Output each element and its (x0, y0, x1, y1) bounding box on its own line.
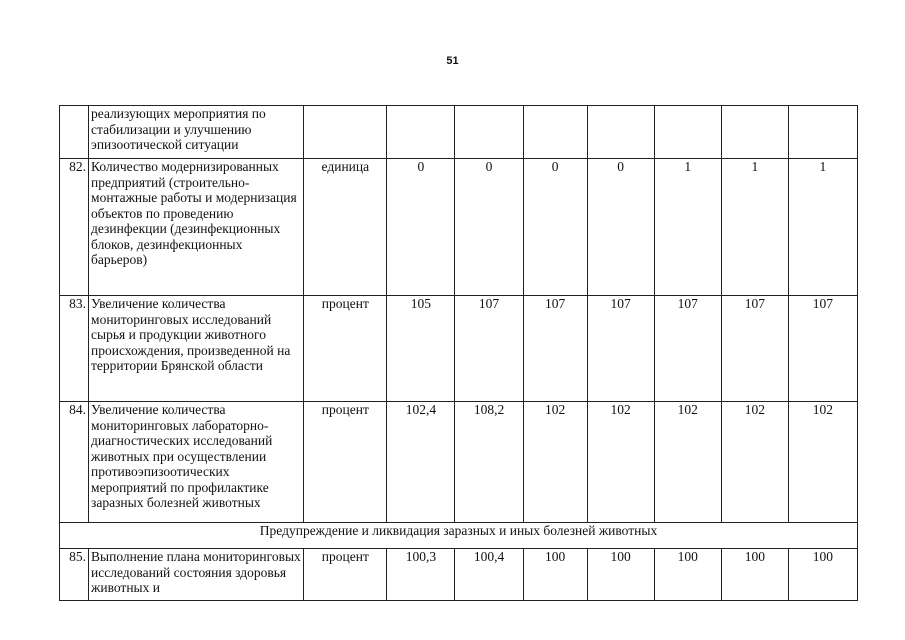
value-cell: 105 (387, 296, 455, 402)
value-cell: 100 (654, 549, 721, 601)
section-heading: Предупреждение и ликвидация заразных и иных болезней животных (60, 523, 858, 549)
row-number (60, 106, 89, 159)
value-cell: 102 (587, 402, 654, 523)
value-cell: 1 (721, 159, 788, 296)
page-number: 51 (446, 55, 459, 67)
row-number: 82. (60, 159, 89, 296)
value-cell (654, 106, 721, 159)
value-cell (523, 106, 587, 159)
value-cell: 107 (721, 296, 788, 402)
value-cell: 0 (523, 159, 587, 296)
table-row (60, 549, 858, 601)
table-row (60, 402, 858, 523)
value-cell: 0 (387, 159, 455, 296)
value-cell: 1 (788, 159, 857, 296)
value-cell: 102 (788, 402, 857, 523)
value-cell (455, 106, 523, 159)
row-number: 85. (60, 549, 89, 601)
value-cell: 1 (654, 159, 721, 296)
value-cell: 107 (587, 296, 654, 402)
unit-cell: процент (304, 296, 387, 402)
value-cell: 0 (587, 159, 654, 296)
indicator-name: Количество модернизированных предприятий (строительно-монтажные работы и модернизация объектов по проведению дезинфекции (дезинфекционных блоков, дезинфекционных барьеров) (89, 159, 304, 296)
unit-cell: процент (304, 402, 387, 523)
value-cell: 107 (523, 296, 587, 402)
value-cell: 100 (523, 549, 587, 601)
section-row (60, 523, 858, 549)
value-cell: 102,4 (387, 402, 455, 523)
value-cell (721, 106, 788, 159)
value-cell: 100,3 (387, 549, 455, 601)
value-cell: 100 (788, 549, 857, 601)
unit-cell (304, 106, 387, 159)
value-cell: 107 (788, 296, 857, 402)
value-cell: 100,4 (455, 549, 523, 601)
unit-cell: единица (304, 159, 387, 296)
value-cell: 100 (587, 549, 654, 601)
table-row (60, 296, 858, 402)
value-cell (387, 106, 455, 159)
value-cell (587, 106, 654, 159)
value-cell: 107 (654, 296, 721, 402)
value-cell: 102 (721, 402, 788, 523)
unit-cell: процент (304, 549, 387, 601)
value-cell: 102 (654, 402, 721, 523)
indicator-name: Выполнение плана мониторинговых исследований состояния здоровья животных и (89, 549, 304, 601)
table-row (60, 159, 858, 296)
value-cell: 107 (455, 296, 523, 402)
table-row (60, 106, 858, 159)
indicator-name: реализующих мероприятия по стабилизации и улучшению эпизоотической ситуации (89, 106, 304, 159)
value-cell: 102 (523, 402, 587, 523)
value-cell: 0 (455, 159, 523, 296)
row-number: 83. (60, 296, 89, 402)
value-cell (788, 106, 857, 159)
value-cell: 108,2 (455, 402, 523, 523)
indicators-table (59, 105, 858, 601)
value-cell: 100 (721, 549, 788, 601)
row-number: 84. (60, 402, 89, 523)
indicator-name: Увеличение количества мониторинговых исследований сырья и продукции животного происхождения, произведенной на территории Брянской области (89, 296, 304, 402)
indicator-name: Увеличение количества мониторинговых лабораторно-диагностических исследований животных при осуществлении противоэпизоотических мероприятий по профилактике заразных болезней животных (89, 402, 304, 523)
